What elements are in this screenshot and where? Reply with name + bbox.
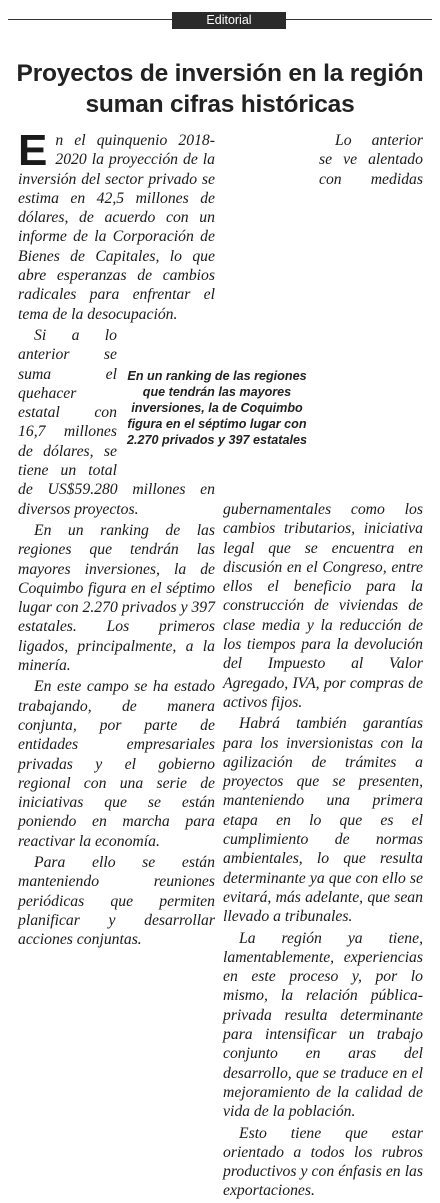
left-paragraph-1 [18,126,215,324]
left-paragraph-1-text: n el quinquenio 2018-2020 la proyección de la inversión del sector privado se estima en 42,5 millones de dólares, de acuerdo con un informe de la Corporación de Bienes de Capitales, lo que abre esperanzas de cambios radicales para enfrentar el tema de la desocupación. [18,132,215,323]
drop-cap: E [18,126,48,175]
headline: Proyectos de inversión en la región suman cifras históricas [16,60,424,118]
pull-quote: En un ranking de las regiones que tendrán las mayores inversiones, la de Coquimbo figura en el séptimo lugar con 2.270 privados y 397 estatales [122,368,312,448]
section-label: Editorial [172,12,286,29]
left-paragraph-2: Si a lo anterior se suma el quehacer estatal con 16,7 millones de dólares, se tiene un total de US$59.280 millones en diversos proyectos. [18,326,215,518]
left-paragraph-3: En un ranking de las regiones que tendrán las mayores inversiones, la de Coquimbo figura en el séptimo lugar con 2.270 privados y 397 estatales. Los primeros ligados, principalmente, a la minería. [18,521,215,675]
left-paragraph-4: En este campo se ha estado trabajando, de manera conjunta, por parte de entidades empresariales privadas y el gobierno regional con una serie de iniciativas que se están poniendo en marcha para reactivar la economía. [18,678,215,850]
right-paragraph-3: La región ya tiene, lamentablemente, experiencias en este proceso y, por lo mismo, la relación pública-privada resulta determinante para intensificar un trabajo conjunto en aras del desarrollo, que se traduce en el mejoramiento de la calidad de vida de la población. [223,929,423,1121]
left-column [18,126,215,951]
left-paragraph-5: Para ello se están manteniendo reuniones periódicas que permiten planificar y desarrollar acciones conjuntas. [18,853,215,949]
right-paragraph-4: Esto tiene que estar orientado a todos los rubros productivos y con énfasis en las exportaciones. [223,1124,423,1200]
right-paragraph-1-text: Lo anterior se ve alentado con medidas gubernamentales como los cambios tributarios, iniciativa legal que se encuentra en discusión en el Congreso, entre ellos el beneficio para la construcción de viviendas de clase media y la reducción de los tiempos para la devolución del Impuesto al Valor Agregado, IVA, por compras de activos fijos. [223,132,423,711]
right-paragraph-2: Habrá también garantías para los inversionistas con la agilización de trámites a proyectos que se presenten, manteniendo una primera etapa en lo que es el cumplimiento de normas ambientales, lo que resulta determinante ya que con ello se evitará, más adelante, que sean llevado a tribunales. [223,715,423,926]
right-column [223,131,423,1203]
